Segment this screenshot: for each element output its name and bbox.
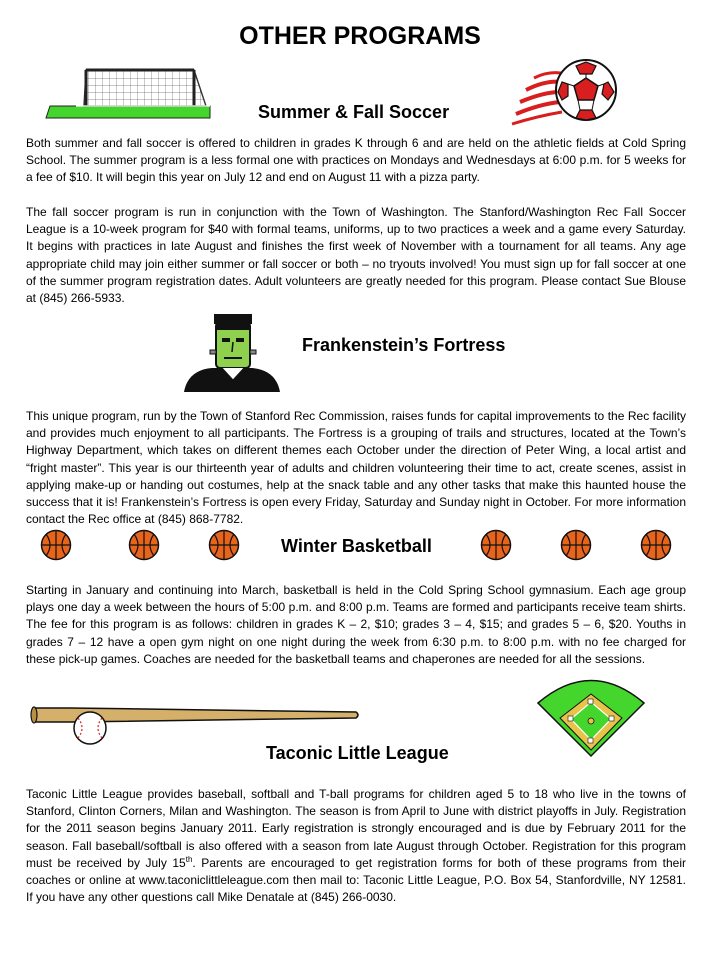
- soccer-goal-illustration: [46, 64, 214, 120]
- basketball-icon: [480, 529, 512, 561]
- soccer-heading: Summer & Fall Soccer: [258, 102, 450, 122]
- little-league-paragraph: [26, 786, 686, 906]
- baseball-diamond-icon: [536, 672, 646, 758]
- basketball-icon: [560, 529, 592, 561]
- basketball-icon: [640, 529, 672, 561]
- little-league-text-start: Taconic Little League provides baseball, softball and T-ball programs for children aged 5 to 18 who live in the towns of Stanford, Clinton Corners, Milan and Washington. The season is from April to June with district playoffs in July. Registration for the 2011 season begins January 2011. Early registration is strongly encouraged and is due by February 2011 for the season. Fall baseball/softball is also offered with a season from late August through October. Registration for this program must be received by July 15: [26, 787, 686, 870]
- soccer-paragraph-summer: Both summer and fall soccer is offered to children in grades K through 6 and are held on the athletic fields at Cold Spring School. The summer program is a less formal one with practices on Mondays and Wednesdays at 6:00 p.m. for 5 weeks for a fee of $10. It will begin this year on July 12 and end on August 11 with a pizza party.: [26, 136, 686, 185]
- ordinal-suffix: th: [185, 854, 193, 864]
- soccer-ball-icon: [510, 54, 620, 128]
- basketball-icon: [128, 529, 160, 561]
- basketball-paragraph: Starting in January and continuing into March, basketball is held in the Cold Spring School gymnasium. Each age group plays one day a week between the hours of 5:00 p.m. and 8:00 p.m. Teams are formed and participants receive team shirts. The fee for this program is as follows: children in grades K – 2, $10; grades 3 – 4, $15; and grades 5 – 6, $20. Youths in grades 7 – 12 have a open gym night on one night during the week from 6:30 p.m. to 8:00 p.m. with no fee charged for these pick-up games. Coaches are needed for the basketball teams and chaperones are needed for all the sessions.: [26, 583, 686, 666]
- basketball-icon: [208, 529, 240, 561]
- soccer-paragraph-fall: The fall soccer program is run in conjunction with the Town of Washington. The Stanford/Washington Rec Fall Soccer League is a 10-week program for $40 with formal teams, uniforms, up to two practices a week and a game every Saturday. It begins with practices in late August and finishes the first week of November with a tournament for all teams. Any age appropriate child may join either summer or fall soccer or both – no tryouts involved! You must sign up for fall soccer at one of the summer program registration dates. Adult volunteers are greatly needed for this program. Please contact Sue Blouse at (845) 266-5933.: [26, 205, 686, 306]
- page-title: OTHER PROGRAMS: [239, 22, 481, 50]
- baseball-bat-icon: [30, 700, 360, 746]
- frankenstein-icon: [182, 310, 282, 392]
- frankenstein-paragraph: This unique program, run by the Town of Stanford Rec Commission, raises funds for capital improvements to the Rec facility and provides much enjoyment to all participants. The Fortress is a grouping of trails and structures, located at the Town’s Highway Department, which takes on different themes each October under the direction of Peter Wing, a local artist and “fright master”. This year is our thirteenth year of adults and children volunteering their time to act, create scenes, assist in applying make-up or handing out costumes, help at the snack table and any other tasks that make this haunted house the success that it is! Frankenstein’s Fortress is open every Friday, Saturday and Sunday night in October. For more information contact the Rec office at (845) 868-7782.: [26, 409, 686, 527]
- little-league-heading: Taconic Little League: [266, 743, 449, 763]
- basketball-heading: Winter Basketball: [281, 536, 432, 556]
- frankenstein-heading: Frankenstein’s Fortress: [302, 335, 506, 355]
- basketball-icon: [40, 529, 72, 561]
- little-league-text-end: . Parents are encouraged to get registration forms for both of these programs from their coaches or online at www.taconiclittleleague.com then mail to: Taconic Little League, P.O. Box 54, Stanfordville, NY 12581. If you have any other questions call Mike Denatale at (845) 266-0030.: [26, 855, 686, 905]
